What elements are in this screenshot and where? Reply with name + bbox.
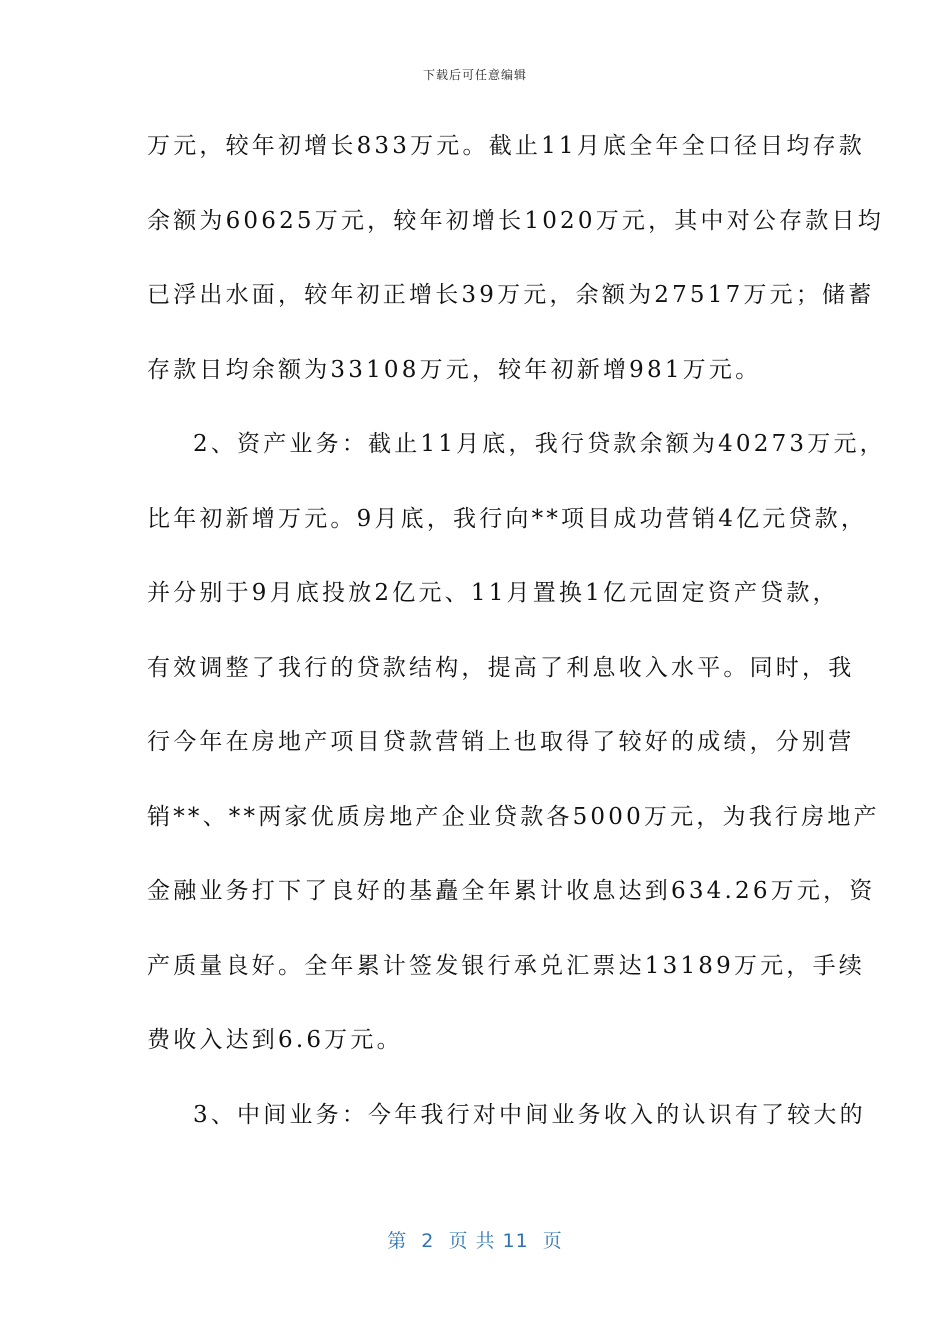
body-line: 3、中间业务：今年我行对中间业务收入的认识有了较大的 bbox=[193, 1101, 866, 1128]
body-line: 金融业务打下了良好的基矗全年累计收息达到634.26万元，资 bbox=[147, 878, 876, 904]
body-line: 有效调整了我行的贷款结构，提高了利息收入水平。同时，我 bbox=[147, 654, 855, 681]
body-line: 万元，较年初增长833万元。截止11月底全年全口径日均存款 bbox=[147, 133, 865, 159]
document-body bbox=[147, 130, 886, 1173]
body-line: 产质量良好。全年累计签发银行承兑汇票达13189万元，手续 bbox=[147, 952, 865, 979]
body-line: 费收入达到6.6万元。 bbox=[147, 1027, 403, 1053]
body-line: 销**、**两家优质房地产企业贷款各5000万元，为我行房地产 bbox=[147, 803, 880, 830]
page-number-footer: 第 2 页 共 11 页 bbox=[387, 1230, 563, 1252]
body-line: 存款日均余额为33108万元，较年初新增981万元。 bbox=[147, 356, 762, 383]
body-line: 比年初新增万元。9月底，我行向**项目成功营销4亿元贷款， bbox=[147, 505, 868, 532]
body-line: 行今年在房地产项目贷款营销上也取得了较好的成绩，分别营 bbox=[147, 729, 855, 755]
body-line: 2、资产业务：截止11月底，我行贷款余额为40273万元， bbox=[193, 431, 886, 457]
body-line: 并分别于9月底投放2亿元、11月置换1亿元固定资产贷款， bbox=[147, 580, 839, 606]
body-line: 余额为60625万元，较年初增长1020万元，其中对公存款日均 bbox=[147, 207, 884, 234]
header-note: 下载后可任意编辑 bbox=[422, 68, 527, 82]
body-line: 已浮出水面，较年初正增长39万元，余额为27517万元；储蓄 bbox=[147, 282, 875, 308]
